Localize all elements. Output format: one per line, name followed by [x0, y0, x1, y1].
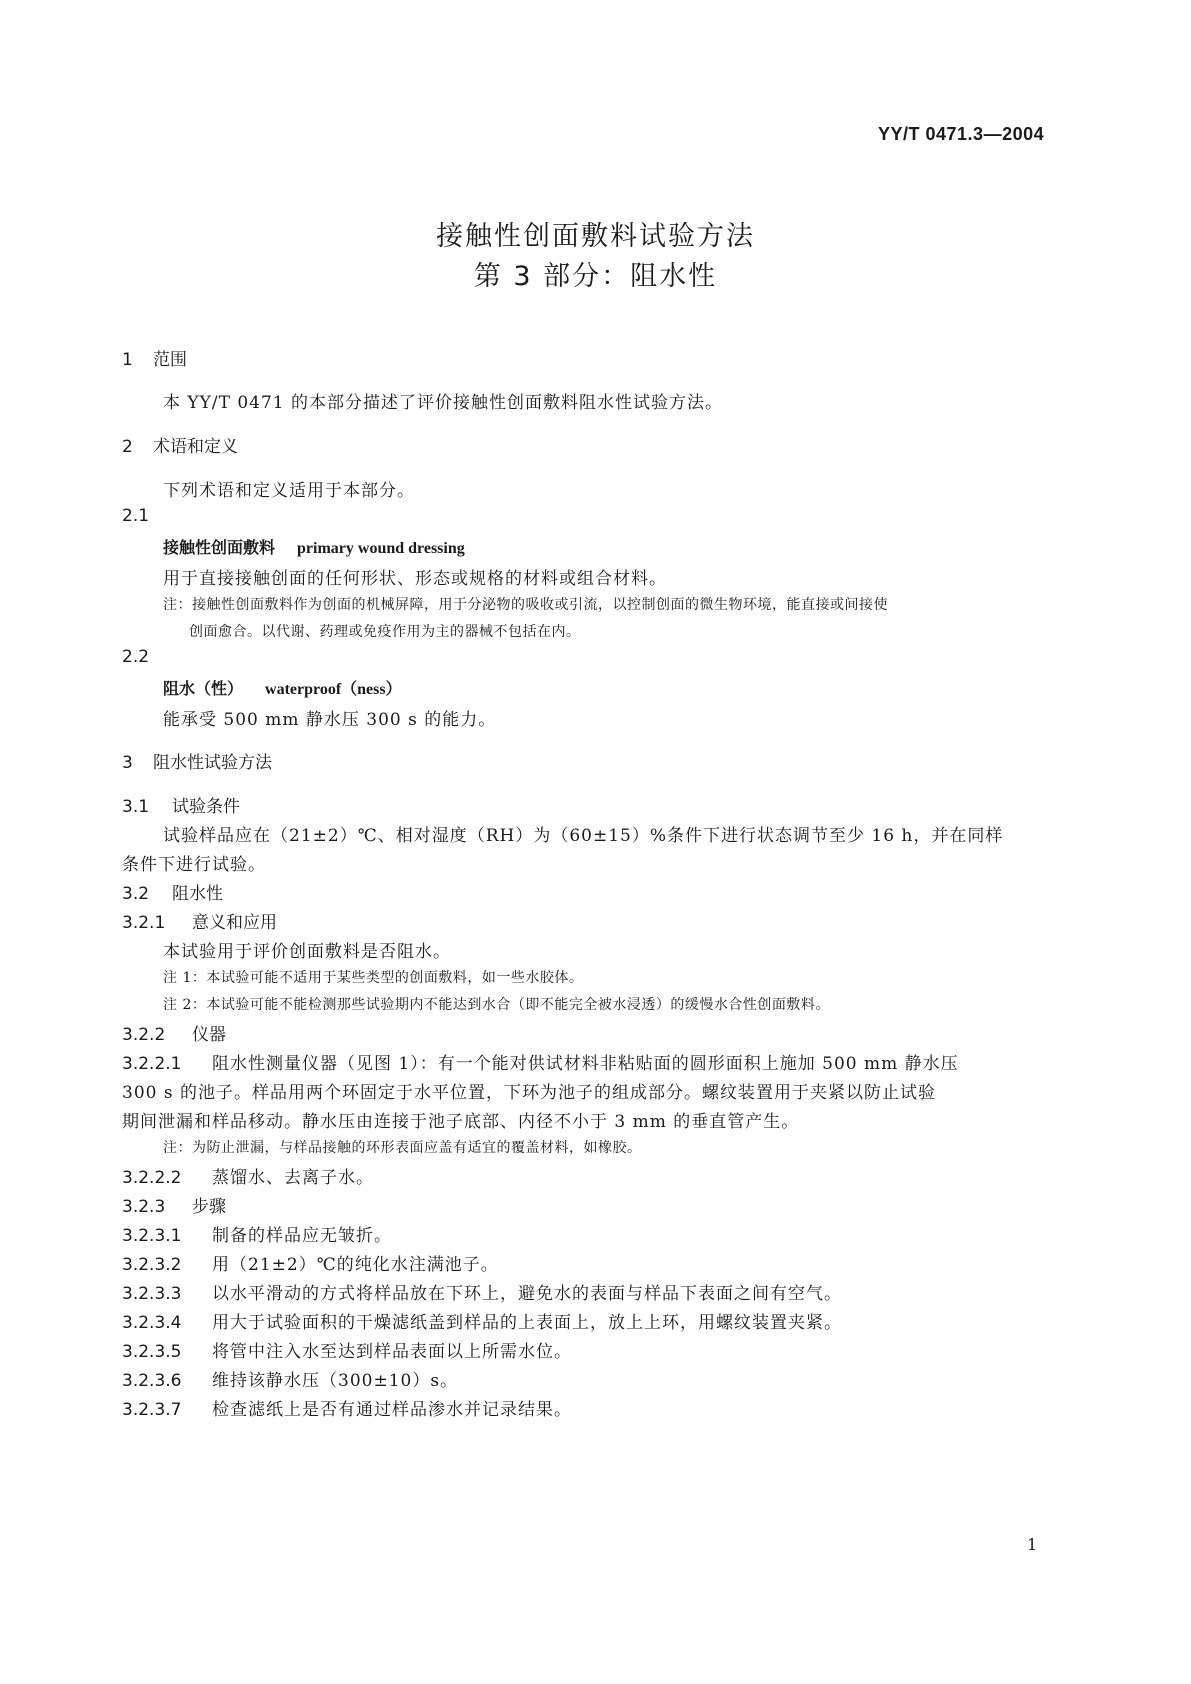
section-title: 术语和定义	[153, 437, 238, 457]
step-item	[122, 1395, 572, 1420]
step-text: 以水平滑动的方式将样品放在下环上，避免水的表面与样品下表面之间有空气。	[212, 1284, 842, 1304]
water-clause	[122, 1163, 374, 1188]
section-3-heading	[122, 748, 272, 773]
section-3-1-heading	[122, 792, 240, 817]
section-3-2-2-heading	[122, 1020, 226, 1045]
standard-code: YY/T 0471.3—2004	[878, 124, 1045, 144]
section-title: 意义和应用	[192, 913, 277, 933]
term-chinese: 阻水（性）	[163, 679, 244, 698]
section-number: 1	[122, 350, 133, 370]
section-number: 3	[122, 753, 133, 773]
conditions-line-2: 条件下进行试验。	[122, 855, 266, 875]
step-number: 3.2.3.1	[122, 1226, 182, 1246]
term-2-1-number: 2.1	[122, 506, 150, 526]
step-number: 3.2.3.5	[122, 1342, 182, 1362]
term-chinese: 接触性创面敷料	[163, 538, 276, 557]
section-title: 阻水性	[172, 884, 223, 904]
apparatus-line-2: 300 s 的池子。样品用两个环固定于水平位置，下环为池子的组成部分。螺纹装置用于夹紧以防止试验	[122, 1083, 936, 1103]
section-number: 3.1	[122, 797, 150, 817]
section-1-heading	[122, 345, 187, 370]
clause-text: 阻水性测量仪器（见图 1）：有一个能对供试材料非粘贴面的圆形面积上施加 500 mm 静水压	[212, 1054, 959, 1074]
section-title: 仪器	[192, 1025, 226, 1045]
purpose-note-2: 注 2：本试验可能不能检测那些试验期内不能达到水合（即不能完全被水浸透）的缓慢水合性创面敷料。	[163, 997, 830, 1013]
section-title: 范围	[153, 350, 187, 370]
scope-text: 本 YY/T 0471 的本部分描述了评价接触性创面敷料阻水性试验方法。	[163, 393, 723, 413]
step-number: 3.2.3.4	[122, 1313, 182, 1333]
section-number: 3.2.2	[122, 1025, 166, 1045]
clause-number: 3.2.2.1	[122, 1054, 182, 1074]
apparatus-line-3: 期间泄漏和样品移动。静水压由连接于池子底部、内径不小于 3 mm 的垂直管产生。	[122, 1112, 800, 1132]
section-title: 试验条件	[172, 797, 240, 817]
step-text: 将管中注入水至达到样品表面以上所需水位。	[212, 1342, 572, 1362]
term-2-1	[163, 535, 465, 558]
term-2-2-definition: 能承受 500 mm 静水压 300 s 的能力。	[163, 710, 497, 730]
step-item	[122, 1279, 842, 1304]
terms-intro: 下列术语和定义适用于本部分。	[163, 481, 415, 501]
term-english: primary wound dressing	[297, 540, 465, 557]
title-line-2: 第 3 部分：阻水性	[473, 261, 718, 292]
step-item	[122, 1308, 842, 1333]
term-2-1-definition: 用于直接接触创面的任何形状、形态或规格的材料或组合材料。	[163, 569, 667, 589]
step-item	[122, 1337, 572, 1362]
section-number: 3.2.1	[122, 913, 166, 933]
step-number: 3.2.3.3	[122, 1284, 182, 1304]
term-english: waterproof（ness）	[265, 681, 402, 698]
page-number: 1	[1027, 1535, 1038, 1554]
apparatus-line-1	[122, 1049, 959, 1074]
step-item	[122, 1366, 458, 1391]
term-2-1-note-line-1: 注：接触性创面敷料作为创面的机械屏障，用于分泌物的吸收或引流，以控制创面的微生物环境，能直接或间接使	[163, 597, 888, 613]
step-text: 检查滤纸上是否有通过样品渗水并记录结果。	[212, 1400, 572, 1420]
section-number: 3.2	[122, 884, 150, 904]
conditions-line-1: 试验样品应在（21±2）℃、相对湿度（RH）为（60±15）%条件下进行状态调节至少 16 h，并在同样	[163, 826, 1004, 846]
apparatus-note: 注：为防止泄漏，与样品接触的环形表面应盖有适宜的覆盖材料，如橡胶。	[163, 1140, 642, 1156]
section-3-2-heading	[122, 879, 223, 904]
clause-number: 3.2.2.2	[122, 1168, 182, 1188]
term-2-1-note-line-2: 创面愈合。以代谢、药理或免疫作用为主的器械不包括在内。	[189, 624, 581, 640]
step-text: 维持该静水压（300±10）s。	[212, 1371, 459, 1391]
purpose-text: 本试验用于评价创面敷料是否阻水。	[163, 942, 451, 962]
term-2-2	[163, 676, 402, 699]
section-number: 3.2.3	[122, 1197, 166, 1217]
step-item	[122, 1250, 499, 1275]
term-2-2-number: 2.2	[122, 647, 150, 667]
step-number: 3.2.3.7	[122, 1400, 182, 1420]
step-item	[122, 1221, 392, 1246]
step-number: 3.2.3.2	[122, 1255, 182, 1275]
section-title: 步骤	[192, 1197, 226, 1217]
section-title: 阻水性试验方法	[153, 753, 272, 773]
step-text: 用（21±2）℃的纯化水注满池子。	[212, 1255, 499, 1275]
section-2-heading	[122, 432, 238, 457]
section-number: 2	[122, 437, 133, 457]
step-text: 用大于试验面积的干燥滤纸盖到样品的上表面上，放上上环，用螺纹装置夹紧。	[212, 1313, 842, 1333]
step-text: 制备的样品应无皱折。	[212, 1226, 392, 1246]
step-number: 3.2.3.6	[122, 1371, 182, 1391]
title-line-1: 接触性创面敷料试验方法	[436, 221, 755, 252]
clause-text: 蒸馏水、去离子水。	[212, 1168, 374, 1188]
section-3-2-3-heading	[122, 1192, 226, 1217]
section-3-2-1-heading	[122, 908, 277, 933]
purpose-note-1: 注 1：本试验可能不适用于某些类型的创面敷料，如一些水胶体。	[163, 970, 584, 986]
